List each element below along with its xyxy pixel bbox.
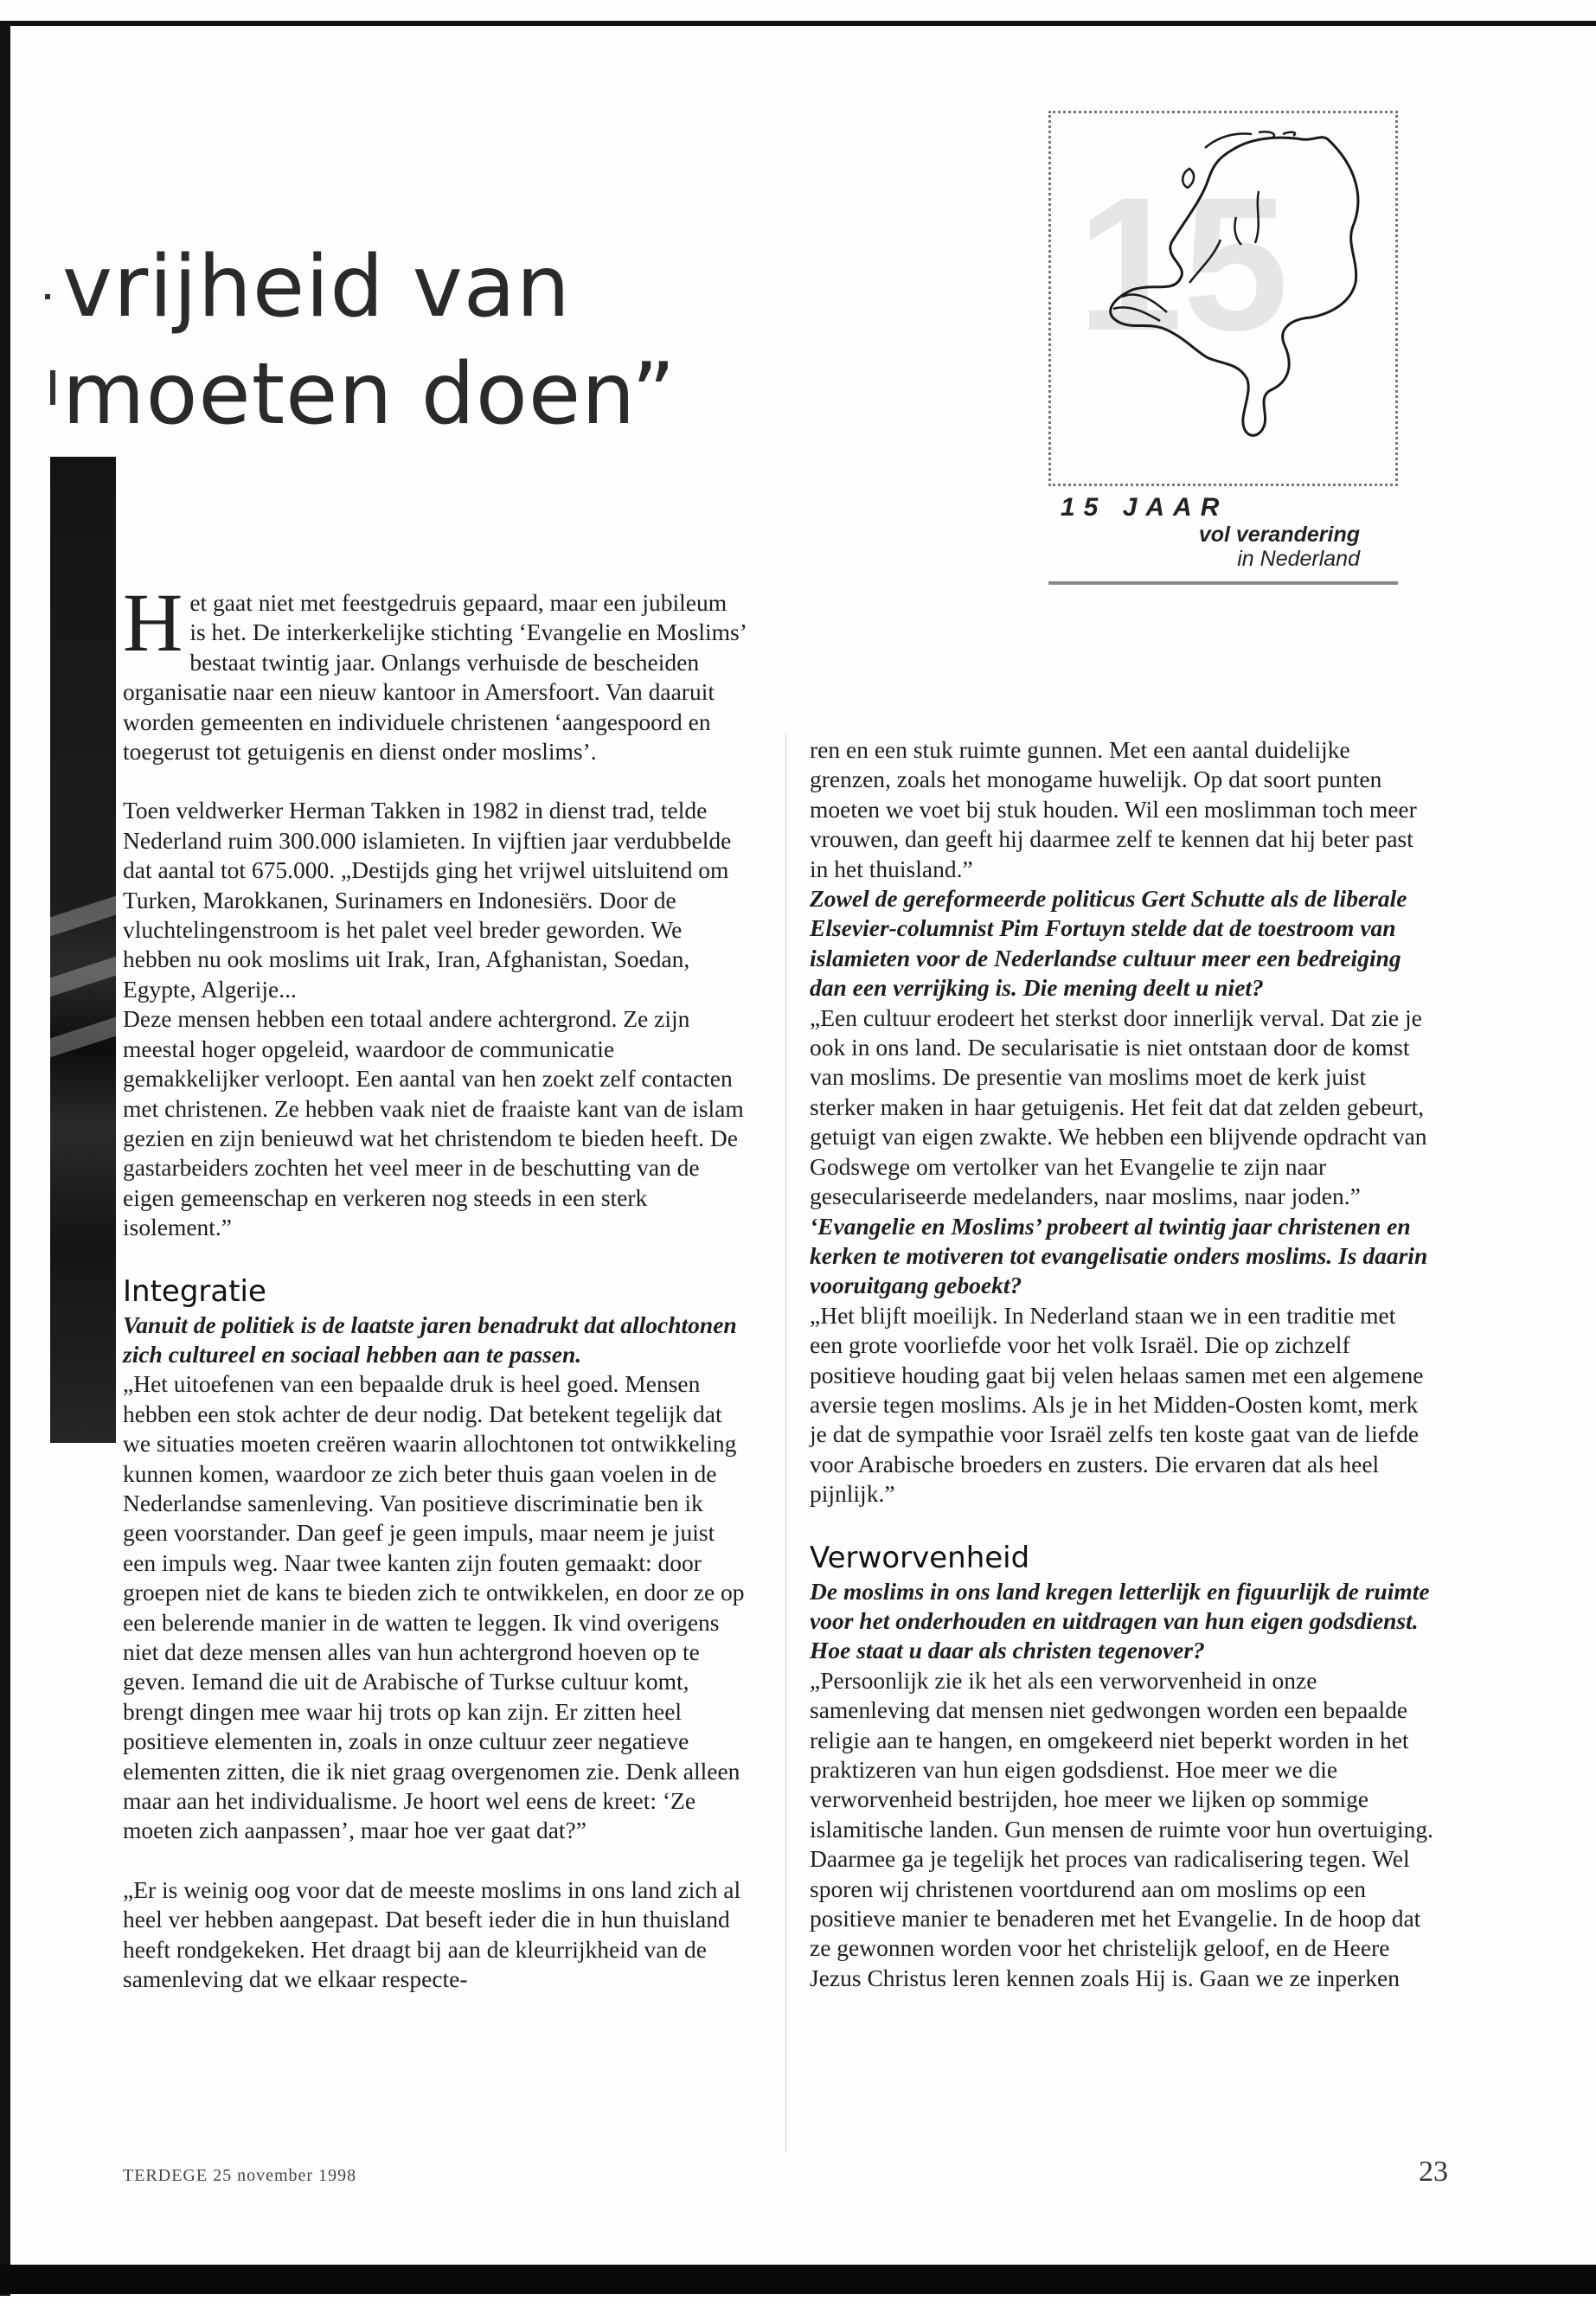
scan-border-left xyxy=(0,21,10,2296)
body-paragraph: ren en een stuk ruimte gunnen. Met een aantal duidelijke grenzen, zoals het monogame huwelijk. Op dat soort punten moeten we voet bij stuk houden. Wil een moslimman toch meer vrouwen, dan geeft hij daarmee zelf te kennen dat hij beter past in het thuisland.” xyxy=(810,736,1417,882)
body-paragraph: Deze mensen hebben een totaal andere achtergrond. Ze zijn meestal hoger opgeleid, waardoor de communicatie gemakkelijker verloopt. Een aantal van hen zoekt zelf contacten met christenen. Ze hebben vaak niet de fraaiste kant van de islam gezien en zijn benieuwd wat het christendom te bieden heeft. De gastarbeiders zochten het veel meer in de beschutting van de eigen gemeenschap en verkeren nog steeds in een sterk isolement.” xyxy=(123,1005,744,1241)
logo-rule xyxy=(1048,581,1398,585)
netherlands-map-icon xyxy=(1051,113,1395,484)
body-paragraph: Toen veldwerker Herman Takken in 1982 in dienst trad, telde Nederland ruim 300.000 islamieten. In vijftien jaar verdubbelde dat aantal tot 675.000. „Destijds ging het vrijwel uitsluitend om Turken, Marokkanen, Surinamers en Indonesiërs. Door de vluchtelingenstroom is het palet veel breder geworden. We hebben nu ook moslims uit Irak, Iran, Afghanistan, Soedan, Egypte, Algerije... xyxy=(123,797,732,1003)
interview-question: De moslims in ons land kregen letterlijk en figuurlijk de ruimte voor het onderhouden en uitdragen van hun eigen godsdienst. Hoe staat u daar als christen tegenover? xyxy=(810,1577,1430,1664)
title-line-1: vrijheid van xyxy=(62,238,571,336)
paragraph-gap xyxy=(810,1509,1434,1539)
anniversary-logo xyxy=(1048,111,1398,486)
article-title xyxy=(62,234,676,448)
body-paragraph: „Persoonlijk zie ik het als een verworvenheid in onze samenleving dat mensen niet gedwongen worden een bepaalde religie aan te hangen, en omgekeerd niet beperkt worden in het praktizeren van hun eigen godsdienst. Hoe meer we die verworvenheid bestrijden, hoe meer we lijken op sommige islamitische landen. Gun mensen de ruimte voor hun overtuiging. Daarmee ga je tegelijk het proces van radicalisering tegen. Wel sporen wij christenen voortdurend aan om moslims op een positieve manier te benaderen met het Evangelie. In de hoop dat ze gewonnen worden voor het christelijk geloof, en de Heere Jezus Christus leren kennen zoals Hij is. Gaan we ze inperken xyxy=(810,1666,1433,1991)
paragraph-gap xyxy=(123,1846,747,1875)
body-paragraph: „Een cultuur erodeert het sterkst door innerlijk verval. Dat zie je ook in ons land. De secularisatie is niet ontstaan door de komst van moslims. De presentie van moslims moet de kerk juist sterker maken in haar getuigenis. Het feit dat dat zelden gebeurt, getuigt van eigen zwakte. We hebben een blijvende opdracht van Godswege om vertolker van het Evangelie te zijn naar geseculariseerde medelanders, naar moslims, naar joden.” xyxy=(810,1003,1427,1210)
title-fragment-mark xyxy=(45,294,50,299)
drop-cap: H xyxy=(123,576,183,669)
logo-tagline-2: in Nederland xyxy=(1237,547,1360,571)
logo-number: 15 xyxy=(1077,157,1289,370)
interview-question: Zowel de gereformeerde politicus Gert Schutte als de liberale Elsevier-columnist Pim Fortuyn stelde dat de toestroom van islamieten voor de Nederlandse cultuur meer een bedreiging dan een verrijking is. Die mening deelt u niet? xyxy=(810,885,1407,1002)
interview-question: ‘Evangelie en Moslims’ probeert al twintig jaar christenen en kerken te motiveren tot evangelisatie onders moslims. Is daarin vooruitgang geboekt? xyxy=(810,1212,1428,1299)
logo-years: 15 JAAR xyxy=(1061,493,1228,522)
interview-question: Vanuit de politiek is de laatste jaren benadrukt dat allochtonen zich cultureel en sociaal hebben aan te passen. xyxy=(123,1311,737,1368)
scan-border-top xyxy=(0,21,1596,26)
column-divider xyxy=(785,734,786,2152)
page-number: 23 xyxy=(1419,2156,1448,2188)
photo-strip xyxy=(50,457,116,1443)
footer-source: TERDEGE 25 november 1998 xyxy=(123,2166,357,2185)
photo-highlight xyxy=(50,1017,116,1058)
logo-caption xyxy=(1048,493,1398,571)
intro-paragraph xyxy=(123,576,747,766)
logo-tagline-1: vol verandering xyxy=(1198,522,1360,547)
photo-highlight xyxy=(50,896,116,937)
column-left xyxy=(123,576,747,1994)
body-paragraph: „Het blijft moeilijk. In Nederland staan we in een traditie met een grote voorliefde voor het volk Israël. Die op zichzelf positieve houding gaat bij velen helaas samen met een algemene aversie tegen moslims. Als je in het Midden-Oosten komt, merk je dat de sympathie voor Israël zelfs ten koste gaat van de liefde voor Arabische broeders en zusters. Die ervaren dat als heel pijnlijk.” xyxy=(810,1301,1424,1508)
paragraph-gap xyxy=(123,766,747,796)
intro-text: et gaat niet met feestgedruis gepaard, maar een jubileum is het. De interkerkelijke stichting ‘Evangelie en Moslims’ bestaat twintig jaar. Onlangs verhuisde de bescheiden organisatie naar een nieuw kantoor in Amersfoort. Van daaruit worden gemeenten en individuele christenen ‘aangespoord en toegerust tot getuigenis en dienst onder moslims’. xyxy=(123,589,746,766)
title-fragment-mark xyxy=(50,370,55,405)
column-right xyxy=(810,735,1434,1993)
body-paragraph: „Er is weinig oog voor dat de meeste moslims in ons land zich al heel ver hebben aangepast. Dat beseft ieder die in hun thuisland heeft rondgekeken. Het draagt bij aan de kleurrijkheid van de samenleving dat we elkaar respecte- xyxy=(123,1875,741,1993)
title-line-2: moeten doen” xyxy=(62,345,676,444)
scan-border-bottom xyxy=(0,2265,1596,2294)
body-paragraph: „Het uitoefenen van een bepaalde druk is heel goed. Mensen hebben een stok achter de deur nodig. Dat betekent tegelijk dat we situaties moeten creëren waarin allochtonen tot ontwikkeling kunnen komen, waardoor ze zich beter thuis gaan voelen in de Nederlandse samenleving. Van positieve discriminatie ben ik geen voorstander. Dan geef je geen impuls, maar neem je juist een impuls weg. Naar twee kanten zijn fouten gemaakt: door groepen niet de kans te bieden zich te ontwikkelen, en door ze op een belerende manier in de watten te leggen. Ik vind overigens niet dat deze mensen alles van hun achtergrond hoeven op te geven. Iemand die uit de Arabische of Turkse cultuur komt, brengt dingen mee waar hij trots op kan zijn. Er zitten heel positieve elementen in, zoals in onze cultuur zeer negatieve elementen zitten, die ik niet graag overgenomen zie. Denk alleen maar aan het individualisme. Je hoort wel eens de kreet: ‘Ze moeten zich aanpassen’, maar hoe ver gaat dat?” xyxy=(123,1370,745,1844)
paragraph-gap xyxy=(123,1243,747,1272)
section-heading-verworvenheid: Verworvenheid xyxy=(810,1540,1030,1575)
photo-highlight xyxy=(50,957,116,997)
section-heading-integratie: Integratie xyxy=(123,1273,266,1309)
